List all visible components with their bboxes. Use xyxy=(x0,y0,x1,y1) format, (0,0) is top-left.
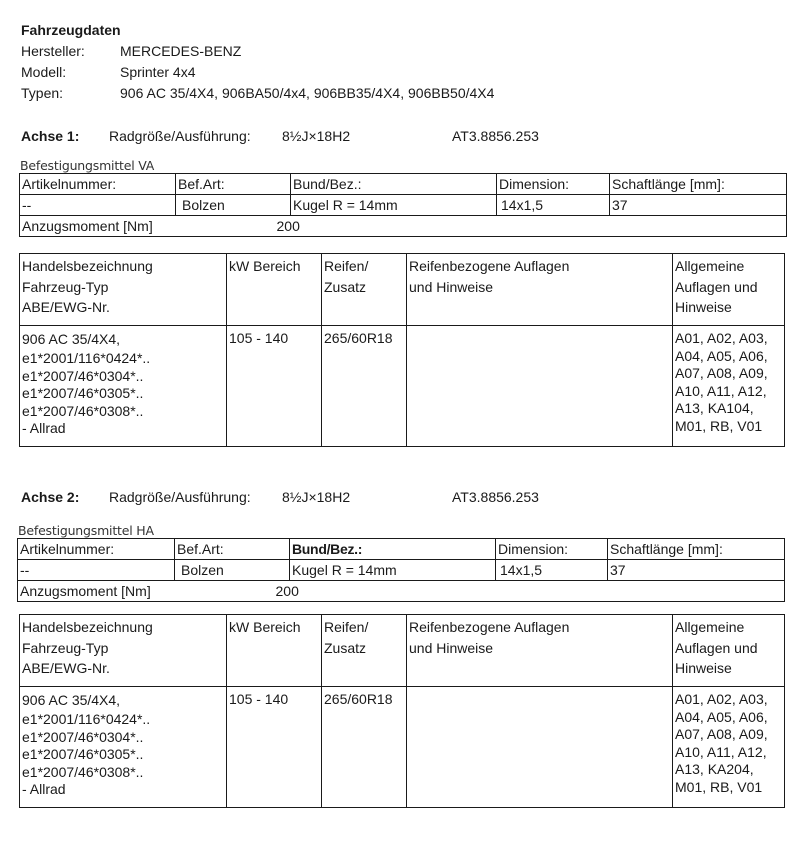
table-row xyxy=(20,195,787,216)
tire-cell: 265/60R18 xyxy=(322,326,407,447)
torque-value-cell: 200 xyxy=(277,216,773,237)
types-value: 906 AC 35/4X4, 906BA50/4x4, 906BB35/4X4, 906BB50/4X4 xyxy=(120,85,495,101)
table-row xyxy=(20,687,785,808)
table-header-row xyxy=(20,615,785,687)
collar-cell: Kugel R = 14mm xyxy=(291,195,497,216)
torque-row xyxy=(18,581,785,602)
table-header-row xyxy=(20,254,785,326)
header-cell: Artikelnummer: xyxy=(18,539,175,560)
header-cell: Dimension: xyxy=(496,539,608,560)
header-cell: Schaftlänge [mm]: xyxy=(608,539,785,560)
header-tire-notes: Reifenbezogene Auflagen und Hinweise xyxy=(407,615,673,687)
header-designation: Handelsbezeichnung Fahrzeug-Typ ABE/EWG-Nr. xyxy=(20,615,227,687)
section-title: Fahrzeugdaten xyxy=(21,22,121,38)
kw-range-cell: 105 - 140 xyxy=(227,687,322,808)
article-number-cell: -- xyxy=(18,560,175,581)
axle-2-wheel-size: 8½J×18H2 xyxy=(282,489,351,505)
manufacturer-value: MERCEDES-BENZ xyxy=(120,43,242,59)
header-cell: Bef.Art: xyxy=(175,539,290,560)
header-general-notes: Allgemeine Auflagen und Hinweise xyxy=(673,254,785,326)
header-tire-notes: Reifenbezogene Auflagen und Hinweise xyxy=(407,254,673,326)
header-designation: Handelsbezeichnung Fahrzeug-Typ ABE/EWG-Nr. xyxy=(20,254,227,326)
axle-1-approval-table xyxy=(19,253,785,447)
fastener-type-cell: Bolzen xyxy=(176,195,291,216)
header-cell: Dimension: xyxy=(497,174,610,195)
general-notes-cell: A01, A02, A03, A04, A05, A06, A07, A08, A09, A10, A11, A12, A13, KA104, M01, RB, V01 xyxy=(673,326,785,447)
header-kw-range: kW Bereich xyxy=(227,615,322,687)
header-cell: Schaftlänge [mm]: xyxy=(610,174,787,195)
article-number-cell: -- xyxy=(20,195,176,216)
axle-1-wheel-size: 8½J×18H2 xyxy=(282,128,351,144)
designation-cell: 906 AC 35/4X4, e1*2001/116*0424*.. e1*2007/46*0304*.. e1*2007/46*0305*.. e1*2007/46*0308*.. - Allrad xyxy=(20,687,227,808)
dimension-cell: 14x1,5 xyxy=(497,195,610,216)
torque-row xyxy=(20,216,787,237)
axle-1-fastener-table xyxy=(19,173,787,237)
shaft-length-cell: 37 xyxy=(608,560,785,581)
tire-cell: 265/60R18 xyxy=(322,687,407,808)
axle-1-label: Achse 1: xyxy=(21,128,80,144)
axle-2-fastener-caption: Befestigungsmittel HA xyxy=(18,523,154,538)
dimension-cell: 14x1,5 xyxy=(496,560,608,581)
header-cell: Bef.Art: xyxy=(176,174,291,195)
header-general-notes: Allgemeine Auflagen und Hinweise xyxy=(673,615,785,687)
axle-2-wheel-code: AT3.8856.253 xyxy=(452,489,539,505)
header-tire: Reifen/ Zusatz xyxy=(322,254,407,326)
model-value: Sprinter 4x4 xyxy=(120,64,196,80)
model-label: Modell: xyxy=(21,64,67,80)
axle-2-wheel-label: Radgröße/Ausführung: xyxy=(109,489,251,505)
table-header-row xyxy=(20,174,787,195)
table-row xyxy=(18,560,785,581)
header-kw-range: kW Bereich xyxy=(227,254,322,326)
header-tire: Reifen/ Zusatz xyxy=(322,615,407,687)
tire-notes-cell xyxy=(407,326,673,447)
torque-label-cell: Anzugsmoment [Nm] xyxy=(18,581,290,602)
collar-cell: Kugel R = 14mm xyxy=(290,560,496,581)
fastener-type-cell: Bolzen xyxy=(175,560,290,581)
manufacturer-label: Hersteller: xyxy=(21,43,85,59)
table-row xyxy=(20,326,785,447)
torque-label-cell: Anzugsmoment [Nm] xyxy=(20,216,291,237)
header-cell: Bund/Bez.: xyxy=(291,174,497,195)
axle-1-wheel-code: AT3.8856.253 xyxy=(452,128,539,144)
axle-2-label: Achse 2: xyxy=(21,489,80,505)
axle-2-approval-table xyxy=(19,614,785,808)
tire-notes-cell xyxy=(407,687,673,808)
axle-1-fastener-caption: Befestigungsmittel VA xyxy=(20,158,155,173)
general-notes-cell: A01, A02, A03, A04, A05, A06, A07, A08, A09, A10, A11, A12, A13, KA204, M01, RB, V01 xyxy=(673,687,785,808)
axle-1-wheel-label: Radgröße/Ausführung: xyxy=(109,128,251,144)
shaft-length-cell: 37 xyxy=(610,195,787,216)
torque-value-cell: 200 xyxy=(276,581,771,602)
table-header-row xyxy=(18,539,785,560)
types-label: Typen: xyxy=(21,85,64,101)
axle-2-fastener-table xyxy=(17,538,785,602)
header-cell: Bund/Bez.: xyxy=(290,539,496,560)
designation-cell: 906 AC 35/4X4, e1*2001/116*0424*.. e1*2007/46*0304*.. e1*2007/46*0305*.. e1*2007/46*0308*.. - Allrad xyxy=(20,326,227,447)
header-cell: Artikelnummer: xyxy=(20,174,176,195)
kw-range-cell: 105 - 140 xyxy=(227,326,322,447)
